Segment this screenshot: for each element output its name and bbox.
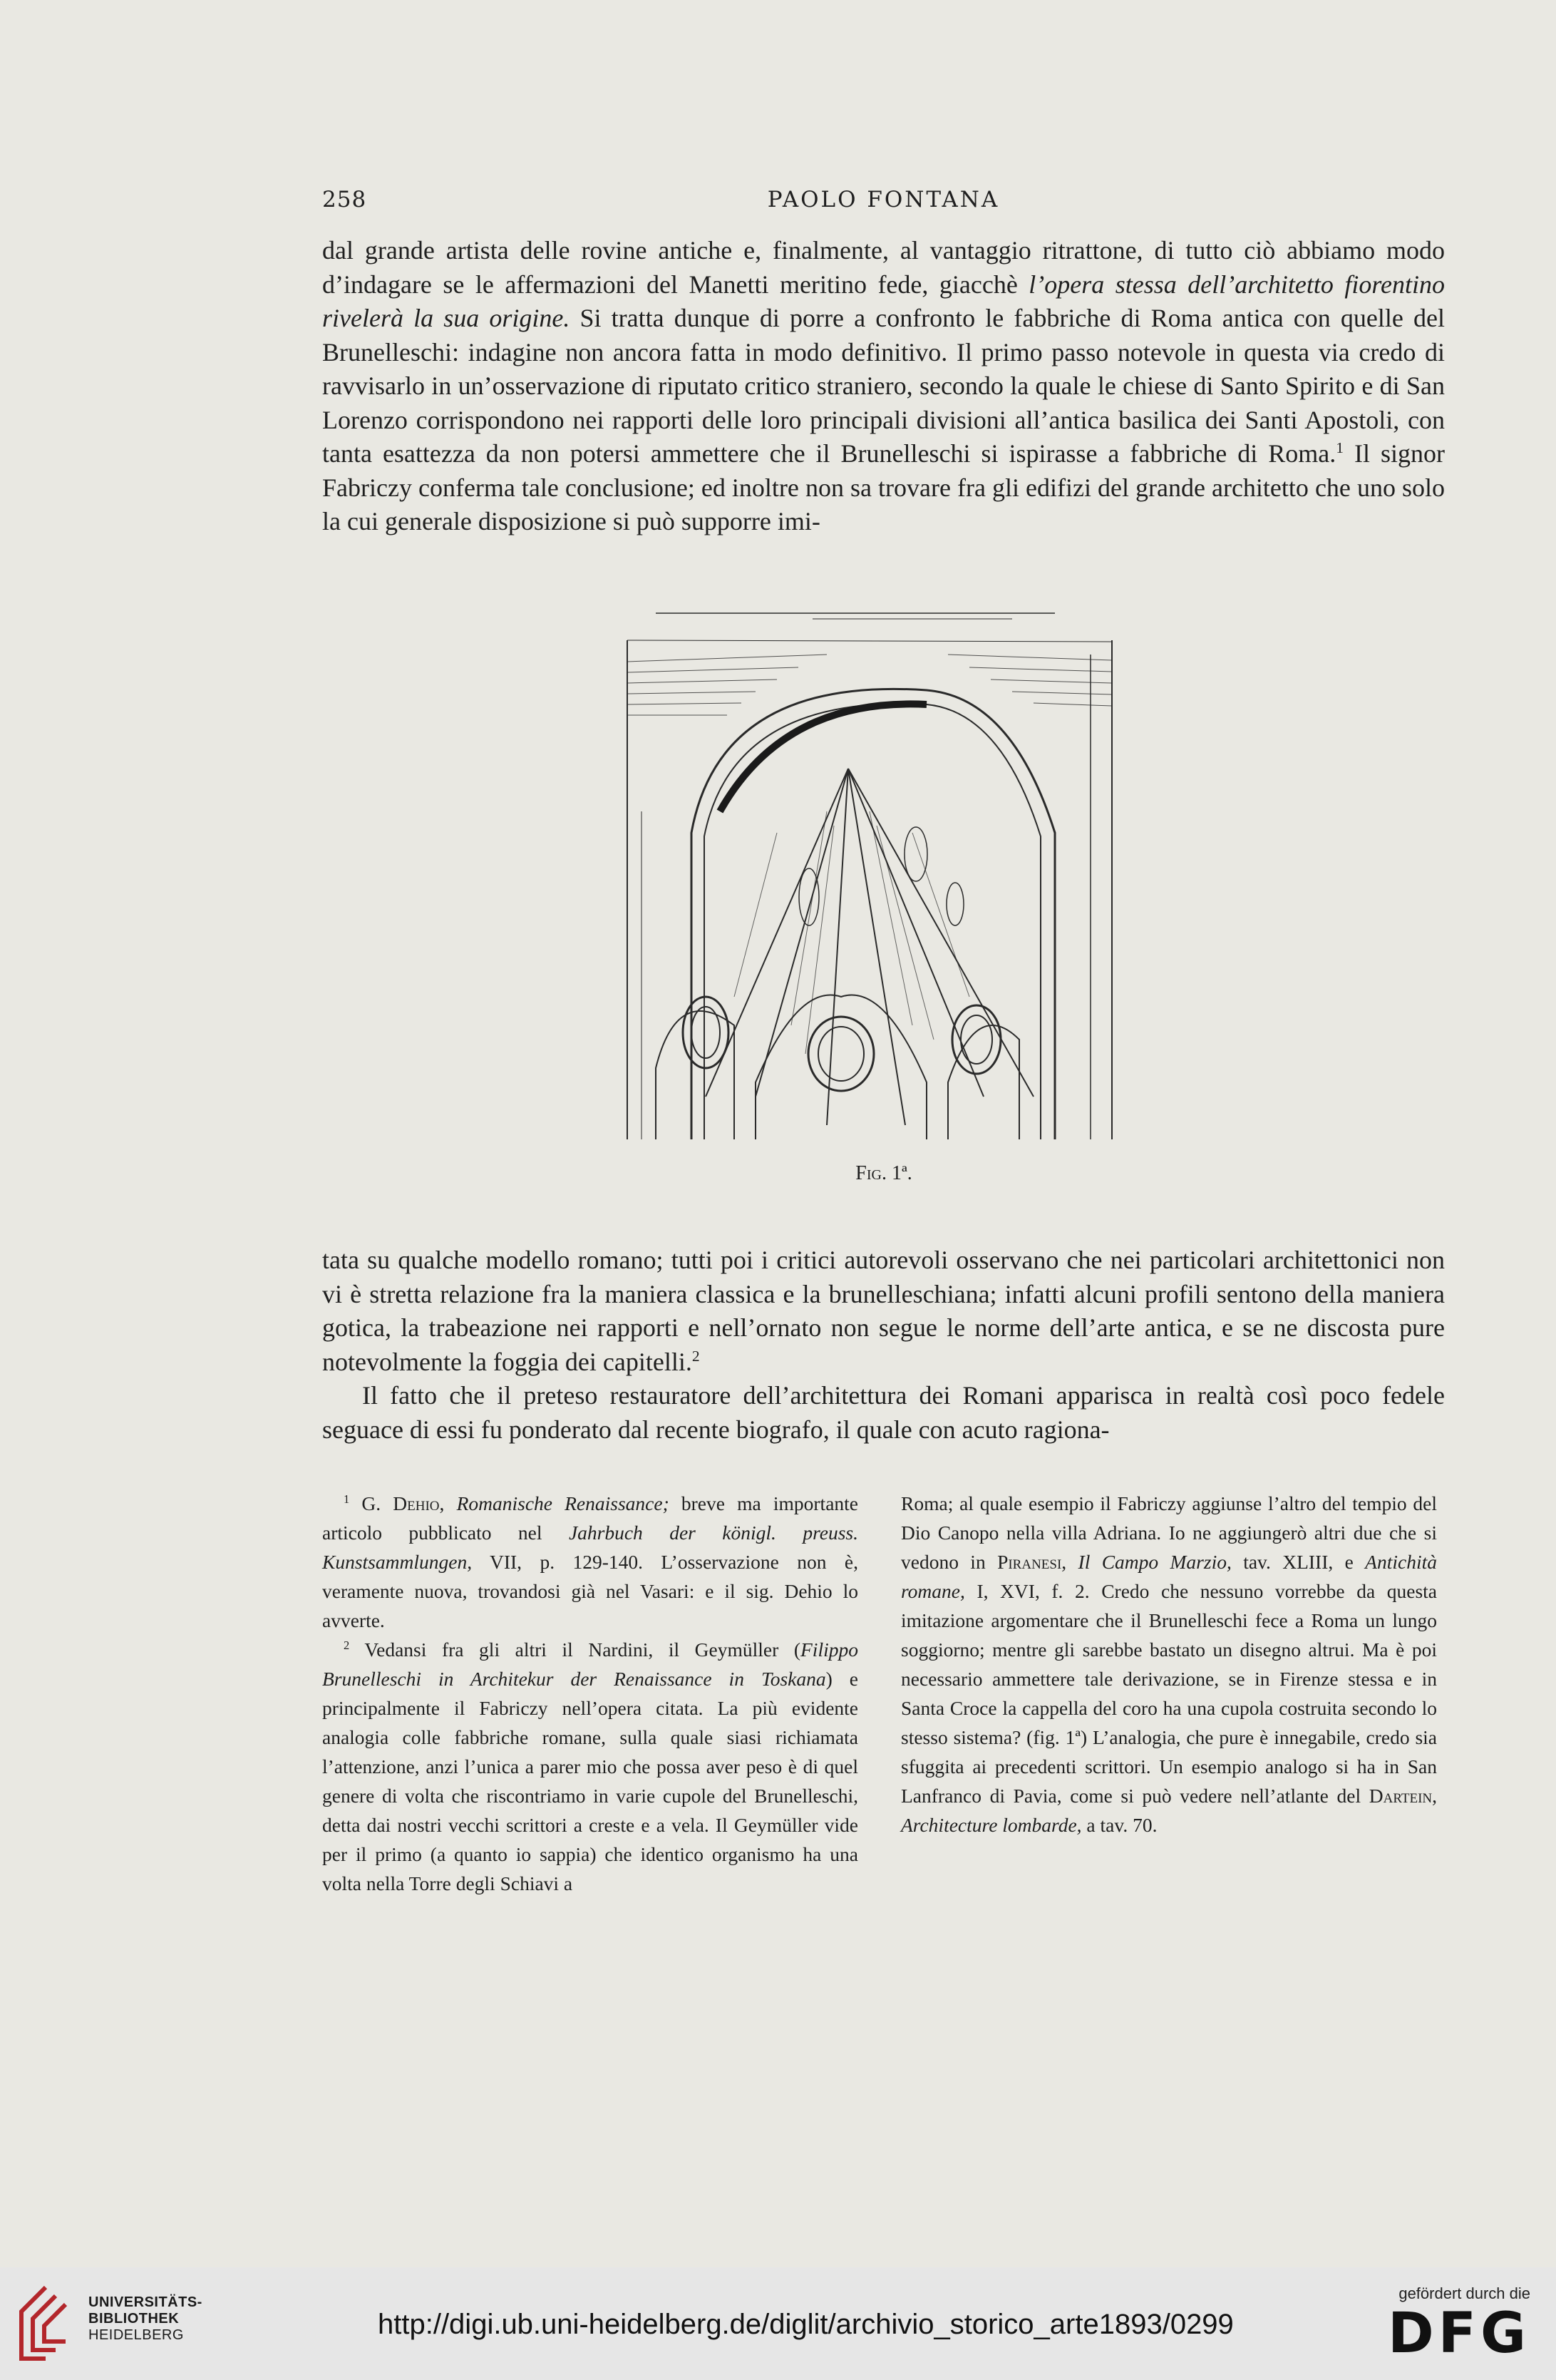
digitization-footer xyxy=(0,2267,1556,2380)
body-paragraph-1 xyxy=(322,234,1445,539)
footnote-work: Filippo Brunelleschi in Architekur der Renaissance in Toskana xyxy=(322,1638,858,1690)
running-title: PAOLO FONTANA xyxy=(767,187,1000,212)
footnote-2 xyxy=(322,1635,858,1898)
text-run: Vedansi fra gli altri il Nardini, il Geymüller ( xyxy=(364,1638,800,1661)
text-run: I, XVI, f. 2. Credo che nessuno vorrebbe da questa imitazione argomentare che il Brunelleschi fece a Roma un lungo soggiorno; mentre gli sarebbe bastato un disegno altrui. Ma è poi necessario ammettere tale derivazione, se in Firenze stessa e in Santa Croce la cappella del coro ha una cupola costruita secondo lo stesso sistema? (fig. 1ª) L’analogia, che pure è innegabile, credo sia sfuggita ai precedenti scrittori. Un esempio analogo si ha in San Lanfranco di Pavia, come si può vedere nell’atlante del xyxy=(901,1580,1437,1807)
text-run: breve ma importante articolo pubblicato nel xyxy=(322,1492,859,1544)
text-run: Si tratta dunque di porre a confronto le fabbriche di Roma antica con quelle del Brunelleschi: indagine non ancora fatta in modo definitivo. Il primo passo notevole in questa via credo di ravvisarlo in un’osservazione di riputato critico straniero, secondo la quale le chiese di Santo Spirito e di San Lorenzo corrispondono nei rapporti delle loro principali divisioni all’antica basilica dei Santi Apostoli, con tanta esattezza da non potersi ammettere che il Brunelleschi si ispirasse a fabbriche di Roma. xyxy=(322,304,1445,468)
figure-vault-drawing xyxy=(613,597,1148,1147)
work-title: Antichità romane, xyxy=(901,1551,1437,1602)
work-title: Architecture lombarde, xyxy=(901,1814,1082,1836)
text-run: dal grande artista delle rovine antiche e, finalmente, al vantaggio ritrattone, di tutto ciò abbiamo modo d’indagare se le affermazioni del Manetti meritino fede, giacchè xyxy=(322,236,1445,299)
library-name xyxy=(88,2294,202,2344)
funded-by-label: gefördert durch die xyxy=(1398,2284,1530,2302)
text-run: Il signor Fabriczy conferma tale conclusione; ed inoltre non sa trovare fra gli edifizi del grande architetto che uno solo la cui generale disposizione si può supporre imi- xyxy=(322,439,1445,535)
figure-caption: Fig. 1ª. xyxy=(855,1162,912,1184)
library-name-line: BIBLIOTHEK xyxy=(88,2311,180,2327)
footnote-ref-2[interactable]: 2 xyxy=(691,1347,700,1365)
page-number: 258 xyxy=(322,187,367,212)
text-run: ) e principalmente il Fabriczy nell’opera citata. La più evidente analogia colle fabbriche romane, sulla quale siasi richiamata l’attenzione, anzi l’unica a parer mio che possa aver peso è di quel genere di volta che riscontriamo in varie cupole del Brunelleschi, detta dai nostri vecchi scrittori a creste e a vela. Il Geymüller vide per il primo (a quanto io sappia) che identico organismo ha una volta nella Torre degli Schiavi a xyxy=(322,1668,858,1894)
running-header xyxy=(322,187,1445,222)
footnotes-right-column xyxy=(901,1489,1437,1840)
text-run: VII, p. 129-140. L’osservazione non è, veramente nuova, trovandosi già nel Vasari: e il sig. Dehio lo avverte. xyxy=(322,1551,858,1631)
footnote-mark: 1 xyxy=(344,1492,350,1506)
footnote-author: G. Dehio, xyxy=(361,1492,445,1514)
text-run: tav. XLIII, e xyxy=(1231,1551,1366,1573)
footnote-title: Romanische Renaissance; xyxy=(456,1492,669,1514)
footnotes-left-column xyxy=(322,1489,858,1898)
author-piranesi: Piranesi, xyxy=(997,1551,1067,1573)
permalink-url[interactable]: http://digi.ub.uni-heidelberg.de/diglit/archivio_storico_arte1893/0299 xyxy=(378,2309,1234,2340)
italic-quote: l’opera stessa dell’architetto fiorentino rivelerà la sua origine. xyxy=(322,270,1445,332)
footnote-journal: Jahrbuch der königl. preuss. Kunstsammlungen, xyxy=(322,1522,858,1573)
footnote-mark: 2 xyxy=(344,1638,350,1652)
text-run: Roma; al quale esempio il Fabriczy aggiunse l’altro del tempio del Dio Canopo nella villa Adriana. Io ne aggiungerò altri due che si vedono in xyxy=(901,1492,1437,1573)
footnote-2-continued xyxy=(901,1489,1437,1840)
author-dartein: Dartein, xyxy=(1369,1785,1437,1807)
body-paragraph-2 xyxy=(322,1243,1445,1447)
library-name-line: UNIVERSITÄTS- xyxy=(88,2294,202,2310)
text-run: tata su qualche modello romano; tutti poi i critici autorevoli osservano che nei particolari architettonici non vi è stretta relazione fra la maniera classica e la brunelleschiana; infatti alcuni profili sentono della maniera gotica, la trabeazione nei rapporti e nell’ornato non segue le norme dell’arte antica, e se ne discosta pure notevolmente la foggia dei capitelli. xyxy=(322,1246,1445,1376)
body-paragraph-3: Il fatto che il preteso restauratore dell’architettura dei Romani apparisca in realtà così poco fedele seguace di essi fu ponderato dal recente biografo, il quale con acuto ragiona- xyxy=(322,1381,1445,1444)
library-logo-icon xyxy=(17,2283,78,2363)
text-run: a tav. 70. xyxy=(1081,1814,1158,1836)
dfg-logo: DFG xyxy=(1387,2302,1530,2366)
work-title: Il Campo Marzio, xyxy=(1066,1551,1232,1573)
footnote-1 xyxy=(322,1489,858,1635)
library-name-line: HEIDELBERG xyxy=(88,2327,184,2343)
footnote-ref-1[interactable]: 1 xyxy=(1336,439,1344,456)
funder-credit xyxy=(1345,2284,1530,2364)
